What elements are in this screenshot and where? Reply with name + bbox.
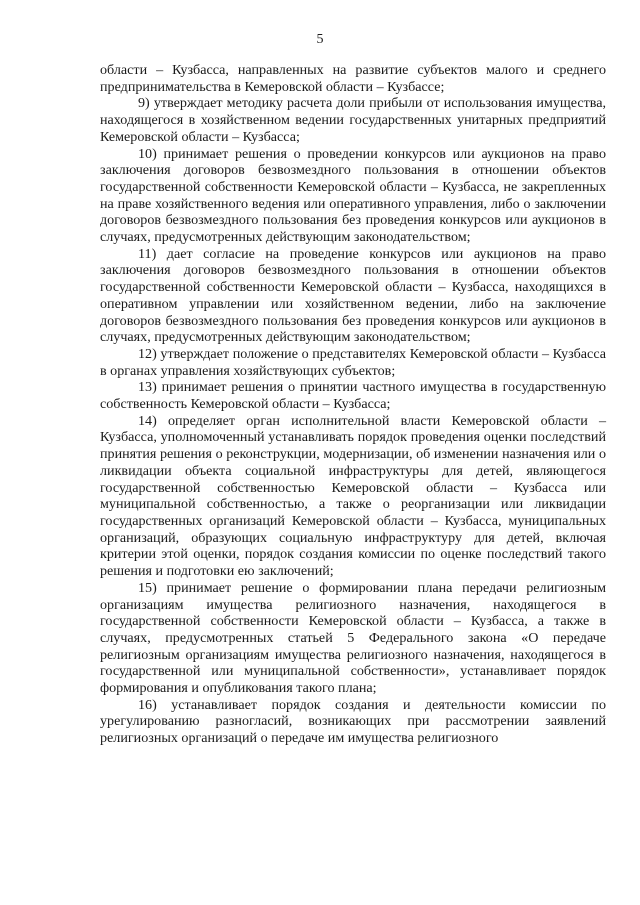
paragraph-item-11: 11) дает согласие на проведение конкурсов или аукционов на право заключения договоров безвозмездного пользования в отношении объектов государственной собственности Кемеровской области – Кузбасса, находящихся в оперативном управлении или хозяйственном ведении, либо на заключение договоров безвозмездного пользования без проведения конкурсов или аукционов в случаях, предусмотренных действующим законодательством; [100, 245, 606, 346]
document-body [100, 62, 606, 747]
paragraph-item-9: 9) утверждает методику расчета доли прибыли от использования имущества, находящегося в хозяйственном ведении государственных унитарных предприятий Кемеровской области – Кузбасса; [100, 95, 606, 145]
paragraph-item-12: 12) утверждает положение о представителях Кемеровской области – Кузбасса в органах управления хозяйствующих субъектов; [100, 345, 606, 379]
paragraph-continuation: области – Кузбасса, направленных на развитие субъектов малого и среднего предпринимательства в Кемеровской области – Кузбассе; [100, 62, 606, 95]
paragraph-item-14: 14) определяет орган исполнительной власти Кемеровской области – Кузбасса, уполномоченный устанавливать порядок проведения оценки последствий принятия решения о реконструкции, модернизации, об изменении назначения или о ликвидации объекта социальной инфраструктуры для детей, являющегося государственной собственностью Кемеровской области – Кузбасса или муниципальной собственностью, а также о реорганизации или ликвидации государственных организаций Кемеровской области – Кузбасса, муниципальных организаций, образующих социальную инфраструктуру для детей, включая критерии этой оценки, порядок создания комиссии по оценке последствий такого решения и подготовки ею заключений; [100, 412, 606, 580]
paragraph-item-13: 13) принимает решения о принятии частного имущества в государственную собственность Кемеровской области – Кузбасса; [100, 379, 606, 413]
paragraph-item-16: 16) устанавливает порядок создания и деятельности комиссии по урегулированию разногласий, возникающих при рассмотрении заявлений религиозных организаций о передаче им имущества религиозного [100, 696, 606, 747]
paragraph-item-10: 10) принимает решения о проведении конкурсов или аукционов на право заключения договоров безвозмездного пользования в отношении объектов государственной собственности Кемеровской области – Кузбасса, не закрепленных на праве хозяйственного ведения или оперативного управления, либо о заключении договоров безвозмездного пользования без проведения конкурсов или аукционов в случаях, предусмотренных действующим законодательством; [100, 145, 606, 246]
page-number: 5 [316, 32, 324, 47]
paragraph-item-15: 15) принимает решение о формировании плана передачи религиозным организациям имущества религиозного назначения, находящегося в государственной собственности Кемеровской области – Кузбасса, а также в случаях, предусмотренных статьей 5 Федерального закона «О передаче религиозным организациям имущества религиозного назначения, находящегося в государственной или муниципальной собственности», устанавливает порядок формирования и опубликования такого плана; [100, 579, 606, 697]
